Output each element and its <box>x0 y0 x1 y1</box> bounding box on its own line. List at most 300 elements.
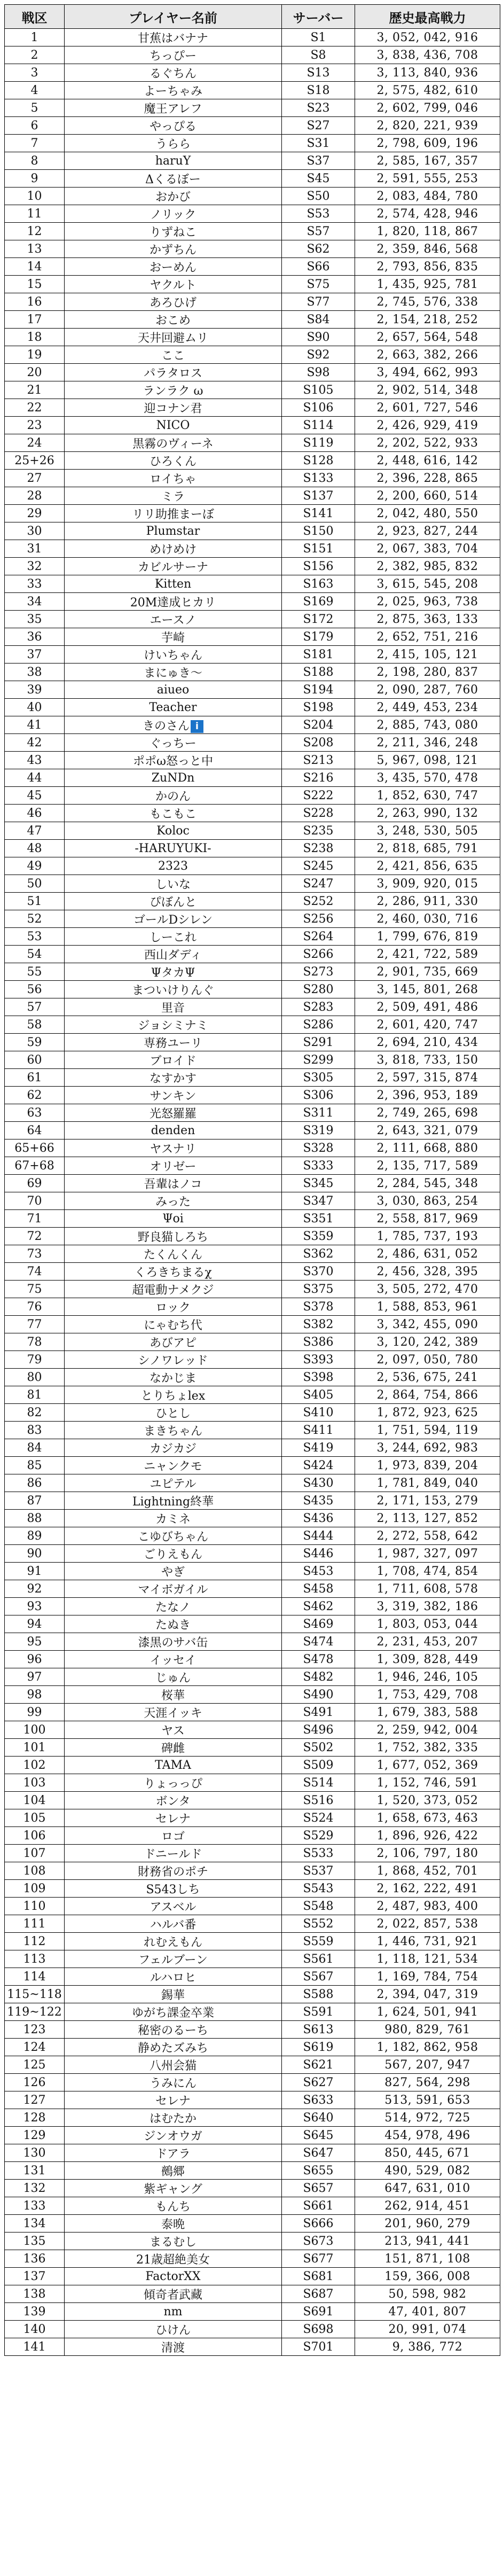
zone-cell-text: 81 <box>27 1388 42 1402</box>
server-cell <box>282 540 355 558</box>
zone-cell-text: 85 <box>27 1458 42 1472</box>
server-cell-text: S453 <box>303 1564 334 1578</box>
zone-cell <box>5 470 65 487</box>
player-name-cell-text: なすかす <box>149 1072 197 1086</box>
zone-cell-text: 15 <box>27 277 42 291</box>
server-cell-text: S645 <box>303 2128 334 2142</box>
power-cell <box>355 1157 500 1175</box>
player-name-cell <box>65 1721 282 1739</box>
table-row <box>5 1439 500 1457</box>
zone-cell <box>5 223 65 240</box>
server-cell-text: S238 <box>303 841 334 855</box>
zone-cell-text: 29 <box>27 506 42 520</box>
zone-cell-text: 59 <box>27 1035 42 1049</box>
table-row <box>5 1668 500 1686</box>
server-cell-text: S516 <box>303 1793 334 1807</box>
zone-cell <box>5 663 65 681</box>
power-cell <box>355 1474 500 1492</box>
power-cell <box>355 311 500 329</box>
server-cell-text: S280 <box>303 982 334 996</box>
player-name-cell-text: 吾輩はノコ <box>144 1177 202 1191</box>
zone-cell-text: 103 <box>23 1776 46 1790</box>
player-name-cell <box>65 505 282 522</box>
zone-cell-text: 23 <box>27 418 42 432</box>
player-name-cell-text: ジンオウガ <box>144 2129 202 2143</box>
server-cell-text: S105 <box>303 383 334 397</box>
table-row <box>5 1175 500 1192</box>
power-cell-text: 2, 749, 265, 698 <box>376 1106 478 1120</box>
zone-cell-text: 67+68 <box>14 1159 54 1173</box>
server-cell-text: S198 <box>303 700 334 714</box>
server-cell <box>282 1845 355 1862</box>
table-row <box>5 822 500 840</box>
player-name-cell-text: ミラ <box>161 490 185 504</box>
player-name-cell <box>65 1104 282 1122</box>
table-row <box>5 1950 500 1968</box>
zone-cell-text: 125 <box>23 2058 46 2072</box>
server-cell <box>282 1915 355 1933</box>
zone-cell-text: 57 <box>27 1000 42 1014</box>
table-row <box>5 1104 500 1122</box>
zone-cell <box>5 1316 65 1333</box>
table-row <box>5 276 500 293</box>
player-name-cell-text: Koloc <box>156 824 190 838</box>
player-name-cell-text: はむたか <box>149 2112 197 2126</box>
server-cell <box>282 1263 355 1281</box>
zone-cell <box>5 2056 65 2074</box>
power-cell <box>355 1422 500 1439</box>
player-name-cell-text: 天涯イッキ <box>144 1706 202 1720</box>
zone-cell <box>5 681 65 699</box>
table-row <box>5 46 500 64</box>
server-cell-text: S681 <box>303 2269 334 2283</box>
power-cell-text: 2, 818, 685, 791 <box>376 841 478 855</box>
power-cell <box>355 2127 500 2144</box>
server-cell-text: S666 <box>303 2216 334 2230</box>
zone-cell-text: 25+26 <box>14 454 54 467</box>
server-cell <box>282 99 355 117</box>
server-cell-text: S524 <box>303 1811 334 1825</box>
power-cell <box>355 2268 500 2285</box>
server-cell-text: S172 <box>303 612 334 626</box>
server-cell-text: S163 <box>303 577 334 591</box>
player-name-cell <box>65 170 282 188</box>
player-name-cell <box>65 1633 282 1651</box>
power-cell <box>355 152 500 170</box>
server-cell-text: S430 <box>303 1476 334 1490</box>
header-row <box>5 5 500 29</box>
zone-cell-text: 138 <box>23 2287 46 2301</box>
zone-cell-text: 112 <box>23 1934 46 1948</box>
server-cell-text: S509 <box>303 1758 334 1772</box>
zone-cell <box>5 381 65 399</box>
player-name-cell <box>65 1474 282 1492</box>
server-cell-text: S245 <box>303 859 334 873</box>
player-name-cell <box>65 276 282 293</box>
zone-cell <box>5 558 65 575</box>
player-name-cell-text: haruY <box>155 154 191 168</box>
zone-cell <box>5 769 65 787</box>
power-cell-text: 1, 435, 925, 781 <box>376 277 478 291</box>
zone-cell <box>5 487 65 505</box>
power-cell <box>355 29 500 46</box>
header-zone: 戦区 <box>5 5 65 29</box>
ranking-body <box>5 29 500 2356</box>
player-name-cell <box>65 1651 282 1668</box>
zone-cell-text: 61 <box>27 1071 42 1084</box>
player-name-cell-text: ポポω怒っと中 <box>133 754 213 768</box>
power-cell-text: 2, 602, 799, 046 <box>376 101 478 115</box>
player-name-cell <box>65 963 282 981</box>
server-cell <box>282 1615 355 1633</box>
zone-cell <box>5 434 65 452</box>
player-name-cell <box>65 82 282 99</box>
server-cell-text: S478 <box>303 1652 334 1666</box>
zone-cell <box>5 2250 65 2268</box>
server-cell <box>282 1474 355 1492</box>
player-name-cell-text: るぐちん <box>149 67 197 81</box>
power-cell-text: 980, 829, 761 <box>384 2023 470 2036</box>
server-cell-text: S66 <box>306 260 330 274</box>
server-cell <box>282 1933 355 1950</box>
power-cell-text: 2, 663, 382, 266 <box>376 348 478 362</box>
player-name-cell <box>65 1228 282 1245</box>
player-name-cell-text: しいな <box>155 878 191 892</box>
power-cell <box>355 2250 500 2268</box>
table-row <box>5 1915 500 1933</box>
player-name-cell <box>65 1034 282 1051</box>
power-cell-text: 2, 793, 856, 835 <box>376 260 478 274</box>
zone-cell <box>5 2021 65 2039</box>
player-name-cell-text: じゅん <box>155 1671 191 1685</box>
power-cell <box>355 1351 500 1369</box>
player-name-cell-text: ジョシミナミ <box>138 1019 208 1033</box>
server-cell-text: S458 <box>303 1582 334 1596</box>
zone-cell <box>5 205 65 223</box>
player-name-cell <box>65 2303 282 2321</box>
zone-cell <box>5 152 65 170</box>
table-row <box>5 522 500 540</box>
server-cell <box>282 170 355 188</box>
player-name-cell-text: ノリック <box>150 208 197 222</box>
player-name-cell <box>65 522 282 540</box>
player-name-cell <box>65 805 282 822</box>
table-row <box>5 752 500 769</box>
server-cell <box>282 311 355 329</box>
table-row <box>5 663 500 681</box>
zone-cell-text: 47 <box>27 824 42 838</box>
server-cell <box>282 1457 355 1474</box>
server-cell <box>282 223 355 240</box>
table-row <box>5 2109 500 2127</box>
server-cell <box>282 1122 355 1139</box>
server-cell <box>282 840 355 857</box>
zone-cell-text: 9 <box>30 171 38 185</box>
server-cell-text: S529 <box>303 1829 334 1843</box>
zone-cell <box>5 1139 65 1157</box>
power-cell <box>355 258 500 276</box>
table-row <box>5 1087 500 1104</box>
power-cell-text: 3, 248, 530, 505 <box>376 824 478 838</box>
power-cell <box>355 699 500 716</box>
zone-cell <box>5 1210 65 1228</box>
zone-cell-text: 38 <box>27 665 42 679</box>
power-cell-text: 2, 022, 857, 538 <box>376 1917 478 1931</box>
zone-cell <box>5 893 65 910</box>
power-cell <box>355 1633 500 1651</box>
zone-cell <box>5 734 65 752</box>
zone-cell <box>5 1457 65 1474</box>
server-cell <box>282 505 355 522</box>
server-cell <box>282 1051 355 1069</box>
table-row <box>5 64 500 82</box>
zone-cell <box>5 1122 65 1139</box>
player-name-cell <box>65 2127 282 2144</box>
server-cell-text: S419 <box>303 1441 334 1455</box>
power-cell-text: 2, 106, 797, 180 <box>376 1846 478 1860</box>
player-name-cell <box>65 311 282 329</box>
zone-cell-text: 99 <box>27 1705 42 1719</box>
server-cell <box>282 575 355 593</box>
player-name-cell <box>65 1792 282 1809</box>
power-cell <box>355 2303 500 2321</box>
server-cell <box>282 1633 355 1651</box>
server-cell-text: S677 <box>303 2252 334 2266</box>
zone-cell <box>5 1404 65 1422</box>
player-name-cell-text: ごりえもん <box>143 1548 202 1562</box>
zone-cell-text: 133 <box>23 2199 46 2213</box>
server-cell <box>282 946 355 963</box>
player-name-cell-text: ニャンクモ <box>144 1459 202 1473</box>
power-cell <box>355 716 500 734</box>
table-row <box>5 205 500 223</box>
table-row <box>5 646 500 663</box>
server-cell-text: S256 <box>303 912 334 926</box>
zone-cell <box>5 399 65 417</box>
power-cell-text: 2, 154, 218, 252 <box>376 313 478 326</box>
zone-cell-text: 109 <box>23 1882 46 1895</box>
player-name-cell <box>65 1615 282 1633</box>
table-row <box>5 1281 500 1298</box>
table-row <box>5 1034 500 1051</box>
server-cell-text: S114 <box>303 418 334 432</box>
table-row <box>5 2074 500 2091</box>
power-cell-text: 3, 615, 545, 208 <box>376 577 478 591</box>
player-name-cell <box>65 1598 282 1615</box>
zone-cell-text: 98 <box>27 1688 42 1701</box>
zone-cell-text: 16 <box>27 295 42 309</box>
player-name-cell <box>65 1986 282 2003</box>
table-row <box>5 1474 500 1492</box>
server-cell <box>282 2162 355 2180</box>
table-row <box>5 2056 500 2074</box>
zone-cell <box>5 998 65 1016</box>
zone-cell-text: 3 <box>30 66 38 80</box>
power-cell-text: 850, 445, 671 <box>384 2146 470 2160</box>
player-name-cell <box>65 558 282 575</box>
power-cell-text: 1, 872, 923, 625 <box>376 1406 478 1419</box>
player-name-cell <box>65 1139 282 1157</box>
zone-cell-text: 139 <box>23 2305 46 2319</box>
zone-cell-text: 27 <box>27 471 42 485</box>
power-cell-text: 2, 272, 558, 642 <box>376 1529 478 1543</box>
player-name-cell <box>65 2144 282 2162</box>
power-cell-text: 2, 456, 328, 395 <box>376 1264 478 1278</box>
player-name-cell-text: とりちょlex <box>140 1389 206 1403</box>
player-name-cell-text: NICO <box>156 418 190 432</box>
zone-cell <box>5 1492 65 1510</box>
table-row <box>5 928 500 946</box>
header-server: サーバー <box>282 5 355 29</box>
table-row <box>5 1351 500 1369</box>
player-name-cell-text: リリ助推まーぼ <box>131 508 214 521</box>
player-name-cell-text: 野良猫しろち <box>137 1230 208 1244</box>
table-row <box>5 1615 500 1633</box>
zone-cell <box>5 2232 65 2250</box>
zone-cell-text: 21 <box>27 383 42 397</box>
server-cell-text: S156 <box>303 559 334 573</box>
power-cell-text: 2, 097, 050, 780 <box>376 1353 478 1367</box>
player-name-cell-text: nm <box>163 2305 183 2319</box>
server-cell-text: S613 <box>303 2023 334 2036</box>
zone-cell <box>5 364 65 381</box>
zone-cell <box>5 963 65 981</box>
player-name-cell <box>65 1263 282 1281</box>
power-cell-text: 2, 421, 856, 635 <box>376 859 478 873</box>
table-row <box>5 1968 500 1986</box>
table-row <box>5 1563 500 1580</box>
zone-cell-text: 134 <box>23 2216 46 2230</box>
player-name-cell <box>65 1545 282 1563</box>
player-name-cell <box>65 1757 282 1774</box>
server-cell-text: S490 <box>303 1688 334 1701</box>
server-cell <box>282 329 355 346</box>
power-cell <box>355 1827 500 1845</box>
power-cell <box>355 1739 500 1757</box>
player-name-cell-text: イッセイ <box>150 1653 197 1667</box>
power-cell-text: 2, 198, 280, 837 <box>376 665 478 679</box>
server-cell-text: S378 <box>303 1300 334 1314</box>
table-row <box>5 346 500 364</box>
power-cell-text: 3, 319, 382, 186 <box>376 1599 478 1613</box>
power-cell <box>355 135 500 152</box>
power-cell-text: 454, 978, 496 <box>384 2128 470 2142</box>
info-icon[interactable]: i <box>191 720 203 733</box>
server-cell-text: S222 <box>303 789 334 802</box>
power-cell-text: 1, 868, 452, 701 <box>376 1864 478 1878</box>
zone-cell <box>5 1880 65 1898</box>
server-cell <box>282 205 355 223</box>
zone-cell-text: 77 <box>27 1317 42 1331</box>
player-name-cell-text: りょっっぴ <box>143 1777 202 1791</box>
table-row <box>5 558 500 575</box>
player-name-cell <box>65 1333 282 1351</box>
power-cell <box>355 1104 500 1122</box>
player-name-cell-text: まるむし <box>149 2235 197 2249</box>
table-row <box>5 2180 500 2197</box>
zone-cell-text: 19 <box>27 348 42 362</box>
player-name-cell-text: やぎ <box>161 1565 185 1579</box>
player-name-cell-text: きのさん <box>142 719 190 733</box>
power-cell <box>355 64 500 82</box>
power-cell-text: 2, 694, 210, 434 <box>376 1035 478 1049</box>
zone-cell-text: 105 <box>23 1811 46 1825</box>
power-cell-text: 2, 657, 564, 548 <box>376 330 478 344</box>
zone-cell <box>5 1827 65 1845</box>
player-name-cell <box>65 1386 282 1404</box>
zone-cell-text: 36 <box>27 630 42 644</box>
player-name-cell <box>65 1351 282 1369</box>
table-row <box>5 2338 500 2356</box>
power-cell-text: 827, 564, 298 <box>384 2075 470 2089</box>
zone-cell-text: 123 <box>23 2023 46 2036</box>
power-cell-text: 1, 781, 849, 040 <box>376 1476 478 1490</box>
zone-cell <box>5 2127 65 2144</box>
server-cell <box>282 1439 355 1457</box>
power-cell <box>355 663 500 681</box>
player-name-cell-text: たなノ <box>155 1601 191 1614</box>
player-name-cell <box>65 434 282 452</box>
player-name-cell-text: Δくるぼー <box>145 173 201 186</box>
power-cell <box>355 470 500 487</box>
power-cell <box>355 329 500 346</box>
power-cell-text: 3, 435, 570, 478 <box>376 771 478 785</box>
power-cell <box>355 1933 500 1950</box>
table-row <box>5 1016 500 1034</box>
zone-cell <box>5 1563 65 1580</box>
player-name-cell-text: 碑雌 <box>161 1742 185 1755</box>
power-cell <box>355 364 500 381</box>
zone-cell-text: 37 <box>27 647 42 661</box>
server-cell <box>282 2109 355 2127</box>
server-cell-text: S370 <box>303 1264 334 1278</box>
player-name-cell <box>65 981 282 998</box>
zone-cell <box>5 822 65 840</box>
zone-cell <box>5 276 65 293</box>
player-name-cell-text: よーちゃみ <box>143 84 202 98</box>
power-cell-text: 2, 902, 514, 348 <box>376 383 478 397</box>
power-cell <box>355 1139 500 1157</box>
server-cell-text: S252 <box>303 894 334 908</box>
power-cell-text: 2, 585, 167, 357 <box>376 154 478 168</box>
power-cell-text: 2, 558, 817, 969 <box>376 1212 478 1225</box>
power-cell-text: 1, 753, 429, 708 <box>376 1688 478 1701</box>
player-name-cell <box>65 540 282 558</box>
player-name-cell <box>65 2215 282 2232</box>
zone-cell <box>5 1845 65 1862</box>
server-cell <box>282 2321 355 2338</box>
player-name-cell-text: もこもこ <box>149 807 197 821</box>
power-cell <box>355 2180 500 2197</box>
zone-cell-text: 90 <box>27 1547 42 1560</box>
player-name-cell <box>65 99 282 117</box>
power-cell-text: 3, 505, 272, 470 <box>376 1282 478 1296</box>
power-cell <box>355 1915 500 1933</box>
power-cell-text: 2, 536, 675, 241 <box>376 1370 478 1384</box>
zone-cell <box>5 1950 65 1968</box>
player-name-cell <box>65 2250 282 2268</box>
player-name-cell-text: 光怒羅羅 <box>149 1107 197 1121</box>
server-cell-text: S137 <box>303 489 334 503</box>
table-row <box>5 188 500 205</box>
table-row <box>5 29 500 46</box>
server-cell-text: S548 <box>303 1899 334 1913</box>
server-cell-text: S216 <box>303 771 334 785</box>
zone-cell <box>5 1986 65 2003</box>
player-name-cell-text: Plumstar <box>146 524 200 538</box>
table-row <box>5 540 500 558</box>
power-cell <box>355 1492 500 1510</box>
